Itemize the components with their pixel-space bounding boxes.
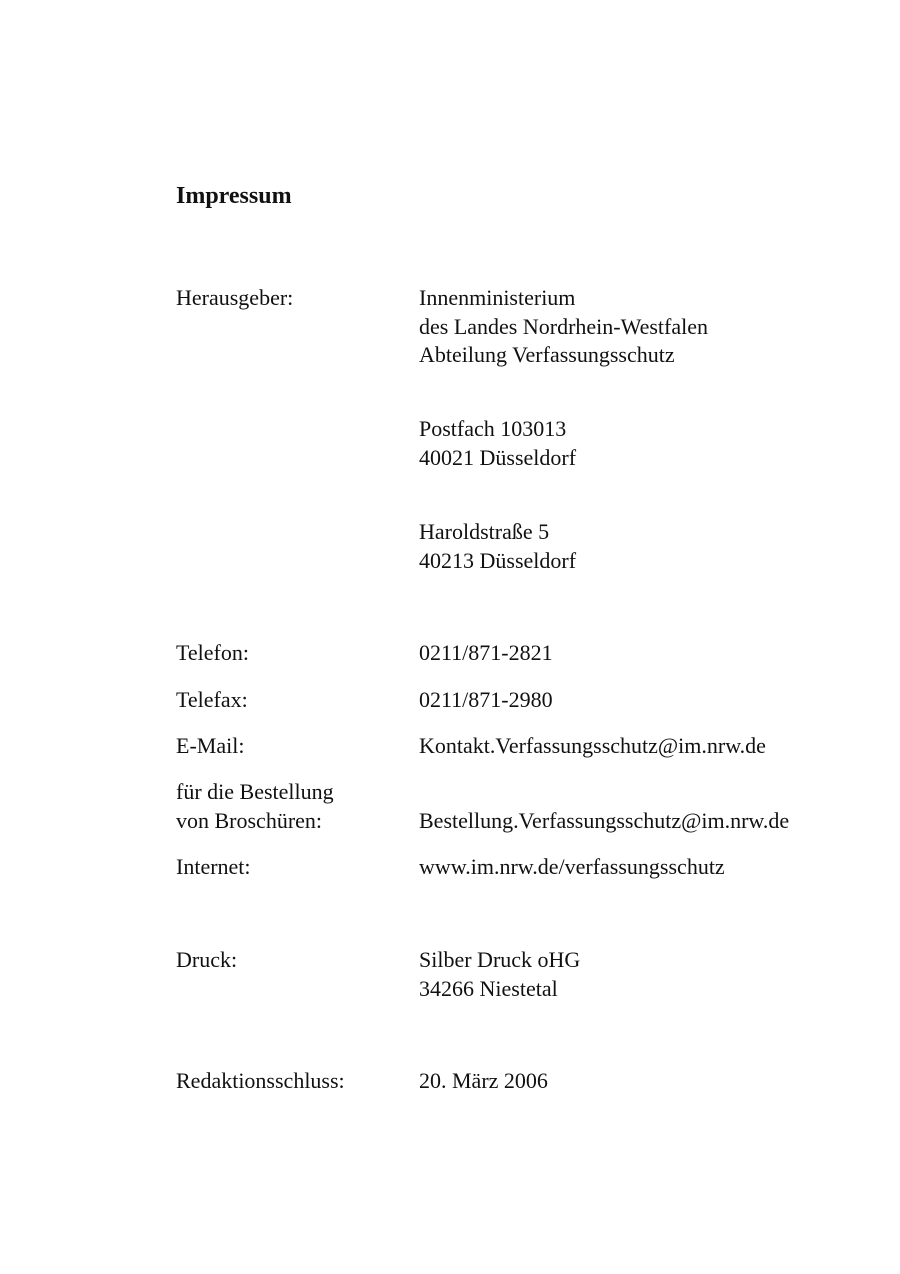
street-address-line: 40213 Düsseldorf bbox=[419, 547, 577, 573]
internet-label: Internet: bbox=[176, 854, 251, 879]
printer-label: Druck: bbox=[176, 947, 238, 972]
fax-label: Telefax: bbox=[176, 687, 248, 712]
email-link[interactable]: Kontakt.Verfassungsschutz@im.nrw.de bbox=[419, 733, 766, 758]
postal-address-line: Postfach 103013 bbox=[419, 416, 567, 441]
editorial-deadline-label: Redaktionsschluss: bbox=[176, 1068, 345, 1093]
editorial-deadline-value: 20. März 2006 bbox=[419, 1068, 548, 1093]
printer-line: 34266 Niestetal bbox=[419, 975, 558, 1001]
fax-value: 0211/871-2980 bbox=[419, 687, 553, 712]
phone-label: Telefon: bbox=[176, 640, 249, 665]
email-label: E-Mail: bbox=[176, 733, 245, 758]
postal-address bbox=[419, 415, 576, 472]
street-address-line: Haroldstraße 5 bbox=[419, 519, 550, 544]
order-email-link[interactable]: Bestellung.Verfassungsschutz@im.nrw.de bbox=[419, 807, 790, 833]
order-label-line: von Broschüren: bbox=[176, 807, 323, 833]
printer-line: Silber Druck oHG bbox=[419, 947, 581, 972]
publisher-line: des Landes Nordrhein-Westfalen bbox=[419, 313, 709, 339]
printer-name bbox=[419, 946, 580, 1003]
publisher-name bbox=[419, 284, 708, 370]
order-label bbox=[176, 778, 416, 835]
street-address bbox=[419, 518, 576, 575]
order-label-line: für die Bestellung bbox=[176, 779, 334, 804]
postal-address-line: 40021 Düsseldorf bbox=[419, 444, 577, 470]
publisher-line: Abteilung Verfassungsschutz bbox=[419, 342, 675, 367]
website-link[interactable]: www.im.nrw.de/verfassungsschutz bbox=[419, 854, 725, 879]
publisher-label: Herausgeber: bbox=[176, 285, 294, 310]
publisher-line: Innenministerium bbox=[419, 285, 576, 310]
phone-value: 0211/871-2821 bbox=[419, 640, 553, 665]
page-title: Impressum bbox=[176, 183, 292, 209]
